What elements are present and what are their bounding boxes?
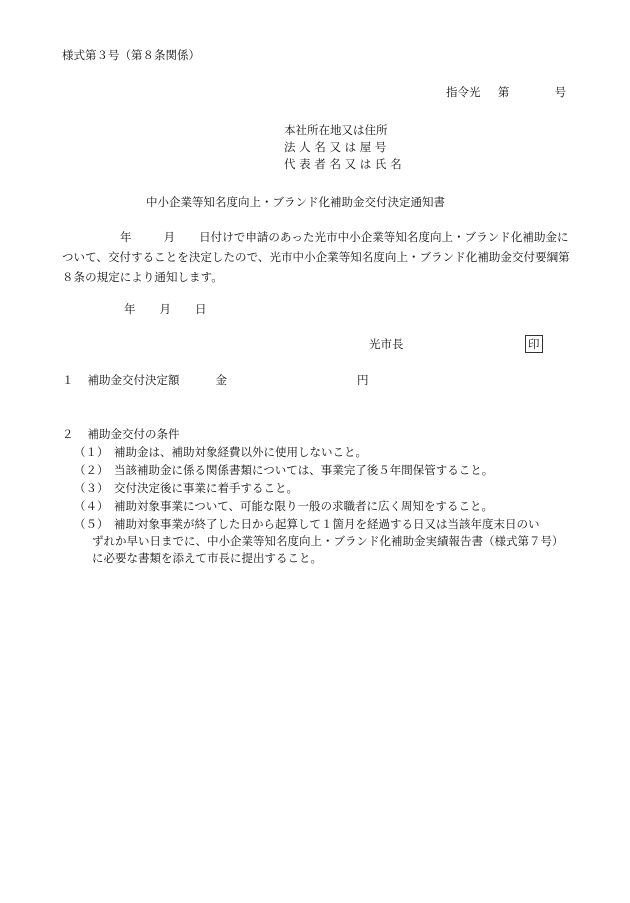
recipient-representative: 代 表 者 名 又 は 氏 名 [284,157,402,171]
date-day: 日 [195,302,207,316]
section2-heading [62,427,180,442]
condition-item [74,480,574,497]
section2-label: 補助金交付の条件 [87,427,180,441]
seal-mark [525,335,543,353]
section1-yen: 円 [357,373,369,387]
condition-item [74,462,574,479]
date-line [124,302,207,317]
condition-text: 当該補助金に係る関係書類については、事業完了後５年間保管すること。 [114,463,494,477]
condition-text: 補助金は、補助対象経費以外に使用しないこと。 [114,445,367,459]
condition-text: 補助対象事業が終了した日から起算して１箇月を経過する日又は当該年度末日のい [114,517,540,531]
section1-number: １ [62,373,74,387]
condition-text: 交付決定後に事業に着手すること。 [114,481,298,495]
condition-item [74,444,574,461]
condition-number: （１） [74,445,109,459]
ref-go: 号 [554,85,567,99]
date-year: 年 [124,302,136,316]
mayor-name: 光市長 [369,337,404,351]
condition-number: （５） [74,517,109,531]
section2-number: ２ [62,427,74,441]
ref-prefix: 指令光 [446,85,481,99]
condition-item [74,498,574,515]
condition-number: （２） [74,463,109,477]
document-title: 中小企業等知名度向上・ブランド化補助金交付決定通知書 [146,195,445,209]
seal-box: 印 [525,335,543,353]
condition-number: （３） [74,481,109,495]
condition-item [74,516,574,567]
ref-dai: 第 [497,85,510,99]
reference-number [446,85,566,100]
body-month: 月 [163,230,176,244]
condition-text: 補助対象事業について、可能な限り一般の求職者に広く周知をすること。 [114,499,494,513]
body-text: 日付けで申請のあった光市中小企業等知名度向上・ブランド化補助金について、交付することを決定したので、光市中小企業等知名度向上・ブランド化補助金交付要綱第８条の規定により通知します。 [62,230,570,284]
recipient-address: 本社所在地又は住所 [284,123,388,137]
section1-grant-amount [62,373,369,388]
section1-label: 補助金交付決定額 [87,373,180,387]
condition-number: （４） [74,499,109,513]
form-number: 様式第３号（第８条関係） [62,48,200,62]
body-paragraph [62,227,577,287]
section1-kin: 金 [215,373,227,387]
date-month: 月 [159,302,171,316]
body-year: 年 [120,230,132,244]
condition-continuation: ずれか早い日までに、中小企業等知名度向上・ブランド化補助金実績報告書（様式第７号）に必要な書類を添えて市長に提出すること。 [92,534,564,565]
recipient-company: 法 人 名 又 は 屋 号 [284,140,387,154]
